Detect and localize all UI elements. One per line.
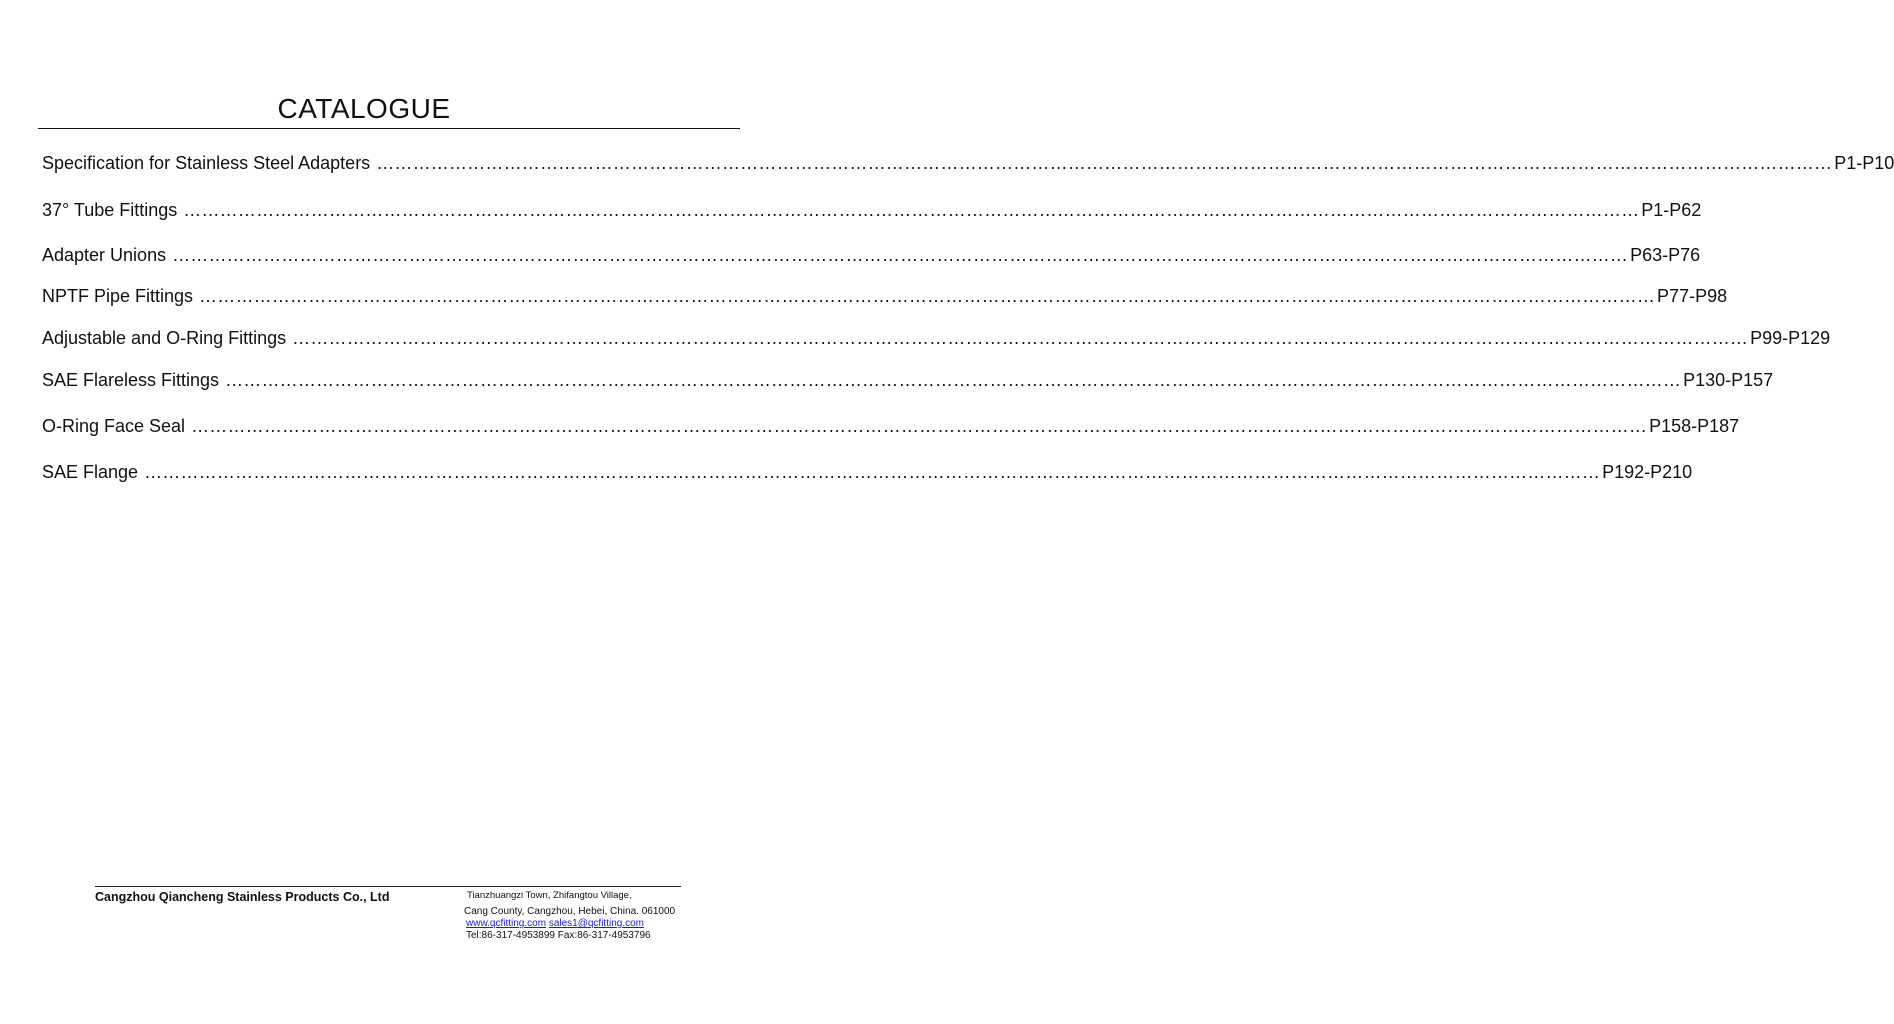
company-name: Cangzhou Qiancheng Stainless Products Co., Ltd	[95, 890, 390, 904]
toc-leader-dots: ……………………………………………………………………………………………………………………………………………………………………………………………………………………	[172, 245, 1629, 265]
toc-entry-pages: P1-P62	[1641, 200, 1702, 220]
toc-leader-dots: ……………………………………………………………………………………………………………………………………………………………………………………………………………………	[225, 370, 1682, 390]
toc-entry-pages: P158-P187	[1649, 416, 1740, 436]
toc-entry-pages: P192-P210	[1602, 462, 1693, 482]
address-line-1: Tianzhuangzi Town, Zhifangtou Village,	[467, 890, 632, 901]
toc-entry	[42, 153, 1894, 179]
toc-entry-pages: P63-P76	[1630, 245, 1701, 265]
website-link[interactable]: www.qcfitting.com	[466, 918, 547, 929]
toc-entry	[42, 416, 1740, 442]
toc-leader-dots: ……………………………………………………………………………………………………………………………………………………………………………………………………………………	[191, 416, 1648, 436]
toc-entry-label: Adjustable and O-Ring Fittings	[42, 328, 287, 348]
address-line-2: Cang County, Cangzhou, Hebei, China. 061000	[464, 906, 676, 917]
footer-divider	[95, 886, 681, 887]
toc-entry-label: O-Ring Face Seal	[42, 416, 186, 436]
toc-entry	[42, 328, 1831, 354]
toc-entry-label: SAE Flange	[42, 462, 139, 482]
toc-entry-label: 37° Tube Fittings	[42, 200, 178, 220]
toc-entry	[42, 370, 1774, 396]
toc-entry-label: SAE Flareless Fittings	[42, 370, 220, 390]
toc-leader-dots: ……………………………………………………………………………………………………………………………………………………………………………………………………………………	[292, 328, 1749, 348]
toc-leader-dots: ……………………………………………………………………………………………………………………………………………………………………………………………………………………	[183, 200, 1640, 220]
title-divider	[38, 128, 740, 129]
toc-entry	[42, 245, 1701, 271]
toc-entry	[42, 462, 1693, 488]
page-title: CATALOGUE	[277, 93, 451, 124]
toc-entry-pages: P77-P98	[1657, 286, 1728, 306]
toc-entry	[42, 286, 1728, 312]
toc-entry-pages: P130-P157	[1683, 370, 1774, 390]
toc-entry-pages: P99-P129	[1750, 328, 1831, 348]
toc-leader-dots: ……………………………………………………………………………………………………………………………………………………………………………………………………………………	[199, 286, 1656, 306]
toc-entry-label: Specification for Stainless Steel Adapters	[42, 153, 371, 173]
toc-entry-label: Adapter Unions	[42, 245, 167, 265]
phone-fax: Tel:86-317-4953899 Fax:86-317-4953796	[466, 930, 651, 941]
toc-entry	[42, 200, 1702, 226]
toc-leader-dots: ……………………………………………………………………………………………………………………………………………………………………………………………………………………	[144, 462, 1601, 482]
toc-entry-pages: P1-P10	[1834, 153, 1894, 173]
toc-leader-dots: ……………………………………………………………………………………………………………………………………………………………………………………………………………………	[376, 153, 1833, 173]
email-link[interactable]: sales1@qcfitting.com	[548, 918, 645, 929]
toc-entry-label: NPTF Pipe Fittings	[42, 286, 194, 306]
contact-links	[466, 918, 644, 930]
